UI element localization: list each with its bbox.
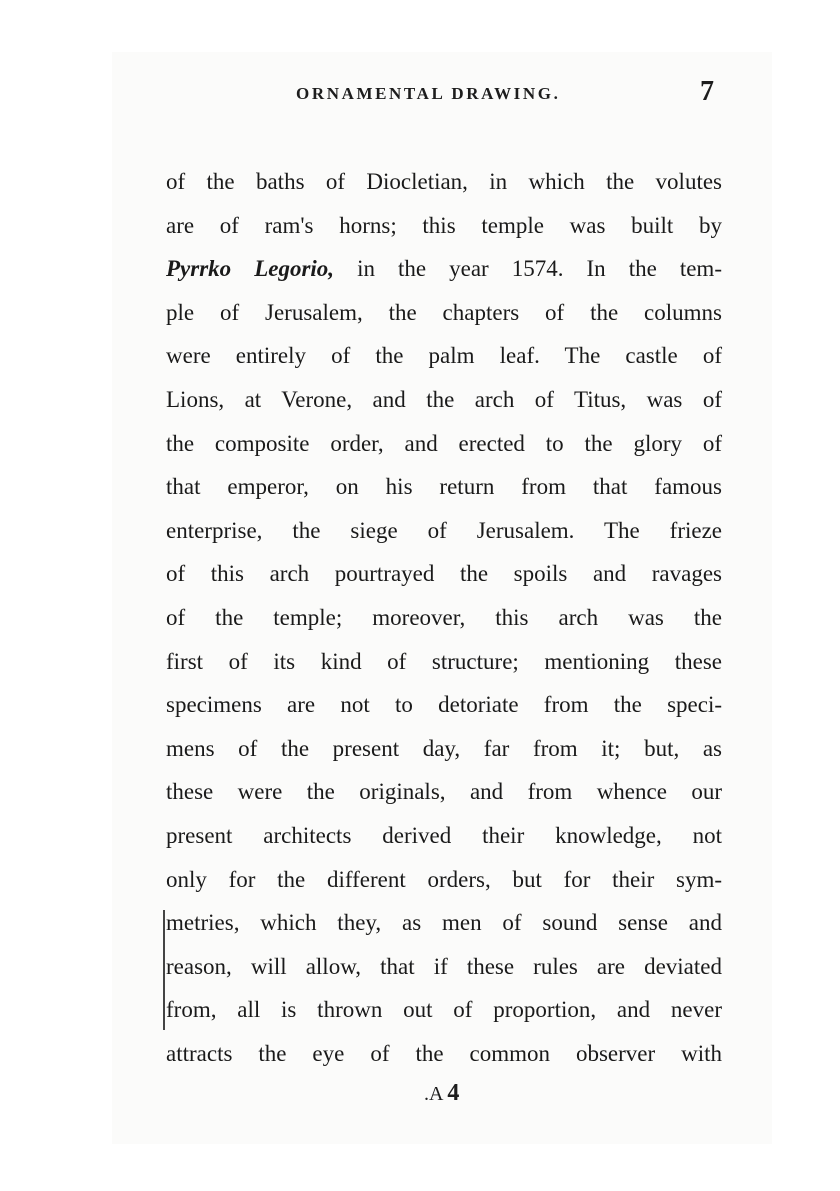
signature-mark: .A 4 [424,1080,460,1106]
text-line: reason, will allow, that if these rules are deviated [166,953,722,979]
text-line: first of its kind of structure; mentioning these [166,648,722,674]
text-line: metries, which they, as men of sound sense and [166,910,722,936]
text-line: of the baths of Diocletian, in which the volutes [166,169,722,194]
text-line: present architects derived their knowledge, not [166,822,722,848]
text-line: from, all is thrown out of proportion, and never [166,997,722,1023]
text-line: only for the different orders, but for their sym- [166,866,722,892]
text-line: Lions, at Verone, and the arch of Titus, was of [166,386,722,412]
text-line: mens of the present day, far from it; but, as [166,735,722,761]
text-line: these were the originals, and from whence our [166,779,722,805]
gutter-mark [163,910,165,1030]
body-text [166,160,722,1075]
page-number: 7 [700,76,714,107]
text-line: of this arch pourtrayed the spoils and ravages [166,561,722,587]
running-title: ORNAMENTAL DRAWING. [296,84,561,103]
signature-number: 4 [447,1080,460,1106]
text-line: enterprise, the siege of Jerusalem. The frieze [166,517,722,543]
text-line: of the temple; moreover, this arch was the [166,604,722,630]
text-span: in the year 1574. In the tem- [334,256,722,282]
text-line: attracts the eye of the common observer with [166,1040,722,1066]
italic-name: Pyrrko Legorio, [166,256,335,282]
text-line: specimens are not to detoriate from the speci- [166,692,722,718]
text-line [166,247,722,291]
text-line: that emperor, on his return from that famous [166,474,722,500]
text-line: ple of Jerusalem, the chapters of the columns [166,299,722,325]
text-line: are of ram's horns; this temple was built by [166,212,722,238]
text-line: were entirely of the palm leaf. The castle of [166,343,722,369]
signature-letter: A [429,1083,443,1105]
text-line: the composite order, and erected to the glory of [166,430,722,456]
